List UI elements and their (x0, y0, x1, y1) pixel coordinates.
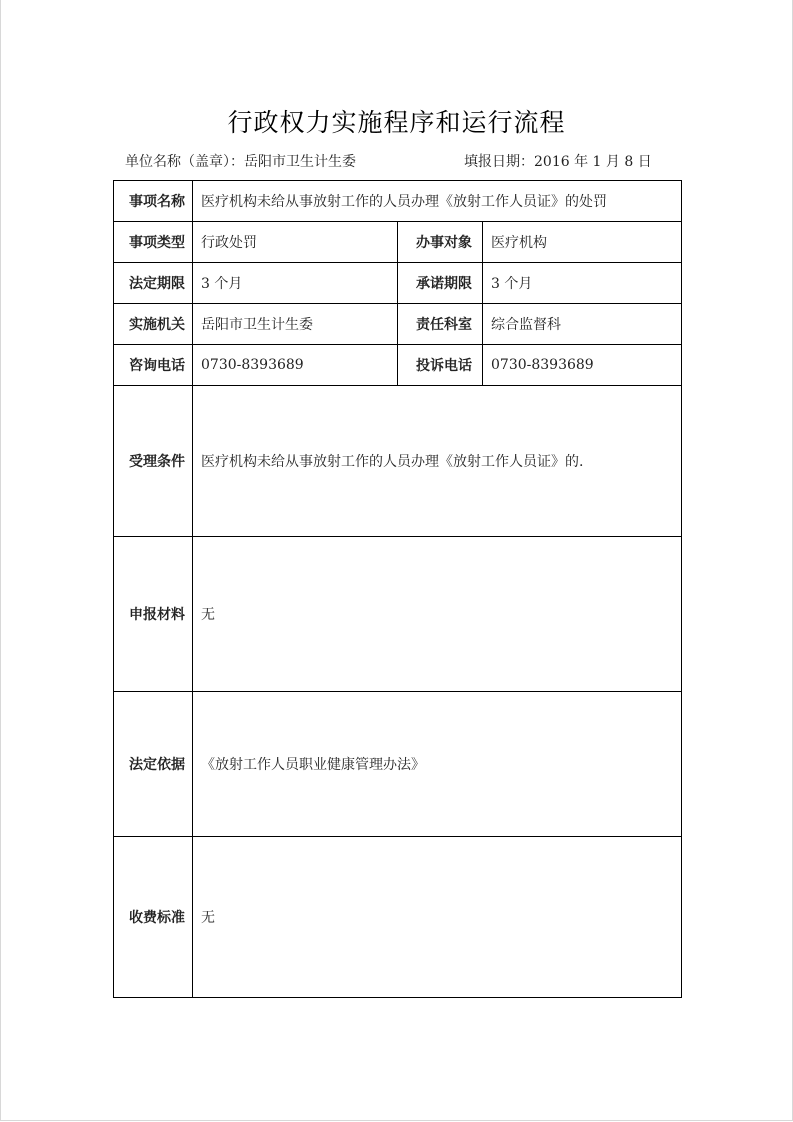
agency-label: 实施机关 (114, 304, 193, 345)
fees-value: 无 (193, 837, 682, 998)
agency-value: 岳阳市卫生计生委 (193, 304, 398, 345)
legal-period-label: 法定期限 (114, 263, 193, 304)
target-value: 医疗机构 (483, 222, 682, 263)
conditions-value: 医疗机构未给从事放射工作的人员办理《放射工作人员证》的. (193, 386, 682, 537)
conditions-label: 受理条件 (114, 386, 193, 537)
materials-label: 申报材料 (114, 537, 193, 692)
table-row (114, 222, 682, 263)
materials-value: 无 (193, 537, 682, 692)
fees-label: 收费标准 (114, 837, 193, 998)
table-row (114, 837, 682, 998)
department-value: 综合监督科 (483, 304, 682, 345)
complaint-phone-label: 投诉电话 (398, 345, 483, 386)
legal-basis-value: 《放射工作人员职业健康管理办法》 (193, 692, 682, 837)
promised-period-label: 承诺期限 (398, 263, 483, 304)
table-row (114, 537, 682, 692)
table-row (114, 345, 682, 386)
table-row (114, 692, 682, 837)
form-table (113, 180, 682, 998)
legal-basis-label: 法定依据 (114, 692, 193, 837)
legal-period-value: 3 个月 (193, 263, 398, 304)
table-row (114, 181, 682, 222)
inquiry-phone-label: 咨询电话 (114, 345, 193, 386)
inquiry-phone-value: 0730-8393689 (193, 345, 398, 386)
item-name-value: 医疗机构未给从事放射工作的人员办理《放射工作人员证》的处罚 (193, 181, 682, 222)
item-name-label: 事项名称 (114, 181, 193, 222)
table-row (114, 263, 682, 304)
target-label: 办事对象 (398, 222, 483, 263)
item-type-label: 事项类型 (114, 222, 193, 263)
fill-date: 填报日期：2016 年 1 月 8 日 (464, 154, 652, 170)
unit-name: 单位名称（盖章）：岳阳市卫生计生委 (125, 154, 356, 170)
department-label: 责任科室 (398, 304, 483, 345)
table-row (114, 304, 682, 345)
document-title: 行政权力实施程序和运行流程 (227, 108, 566, 137)
table-row (114, 386, 682, 537)
promised-period-value: 3 个月 (483, 263, 682, 304)
item-type-value: 行政处罚 (193, 222, 398, 263)
complaint-phone-value: 0730-8393689 (483, 345, 682, 386)
